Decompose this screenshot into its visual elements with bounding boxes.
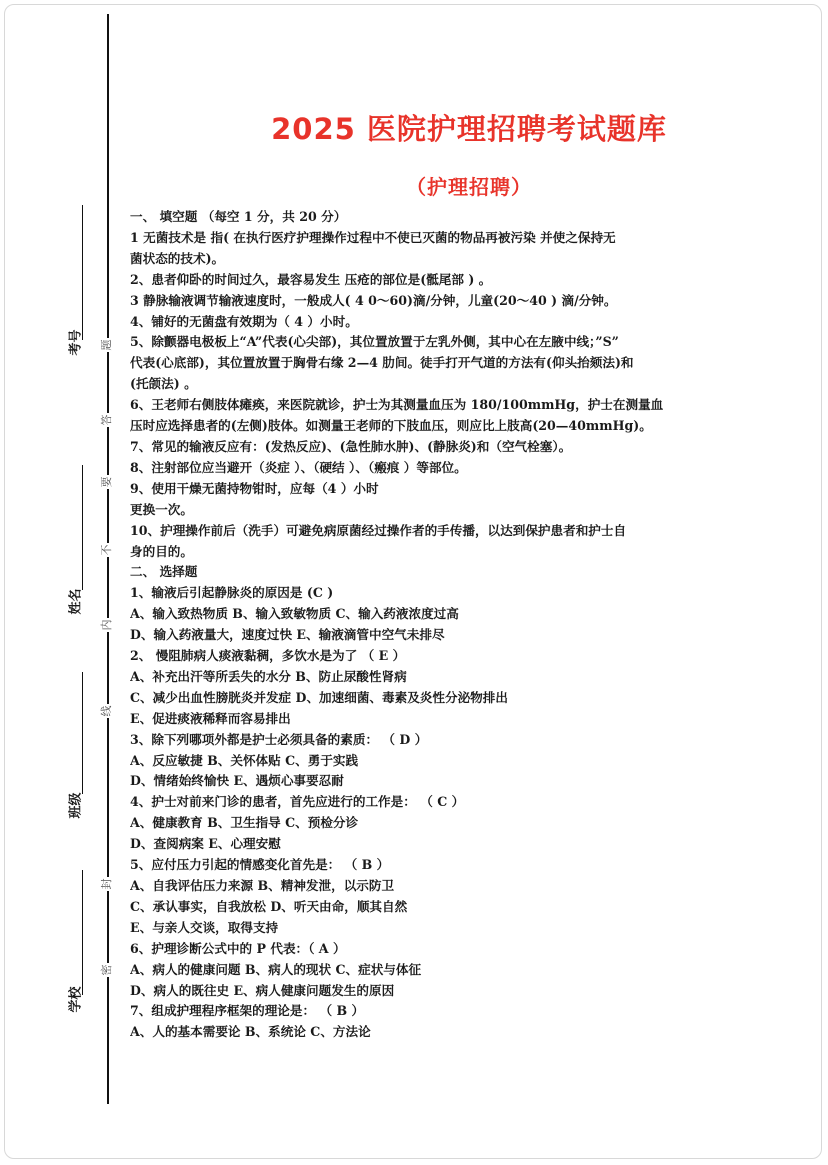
text-line: 7、常见的输液反应有：(发热反应)、(急性肺水肿)、(静脉炎)和（空气栓塞）。: [130, 438, 572, 454]
seal-char: 题: [100, 339, 113, 351]
binding-label-class: 班级: [68, 792, 84, 819]
text-line: 5、应付压力引起的情感变化首先是： （ B ）: [130, 857, 390, 873]
text-line: D、输入药液量大，速度过快 E、输液滴管中空气未排尽: [130, 627, 445, 643]
seal-char: 内: [100, 619, 113, 631]
seal-char: 答: [100, 414, 113, 426]
binding-rule-school: [82, 870, 83, 995]
text-line: 身的目的。: [130, 543, 193, 559]
text-line: 4、铺好的无菌盘有效期为（ 4 ）小时。: [130, 313, 358, 329]
text-line: 菌状态的技术)。: [130, 250, 225, 266]
seal-char: 不: [100, 544, 113, 556]
text-line: A、病人的健康问题 B、病人的现状 C、症状与体征: [130, 961, 422, 977]
seal-char: 要: [100, 476, 113, 488]
text-line: D、情绪始终愉快 E、遇烦心事要忍耐: [130, 773, 344, 789]
text-line: 6、护理诊断公式中的 P 代表：（ A ）: [130, 940, 346, 956]
text-line: 7、组成护理程序框架的理论是： （ B ）: [130, 1003, 365, 1019]
text-line: 9、使用干燥无菌持物钳时，应每（4 ）小时: [130, 480, 379, 496]
seal-char: 封: [100, 878, 113, 890]
text-line: E、与亲人交谈，取得支持: [130, 919, 279, 935]
question-content: [130, 207, 708, 1043]
text-line: 一、 填空题 （每空 1 分，共 20 分）: [130, 209, 347, 224]
text-line: 6、王老师右侧肢体瘫痪，来医院就诊，护士为其测量血压为 180/100mmHg，护士在测量血: [130, 397, 664, 413]
text-line: 5、除颤器电极板上“A”代表(心尖部)，其位置放置于左乳外侧，其中心在左腋中线；”S”: [130, 334, 619, 350]
text-line: 4、护士对前来门诊的患者，首先应进行的工作是： （ C ）: [130, 794, 465, 810]
binding-label-name: 姓名: [68, 588, 84, 615]
binding-line: [107, 14, 109, 1104]
binding-label-exam-no: 考号: [68, 329, 84, 356]
document-title: 2025 医院护理招聘考试题库: [271, 112, 667, 146]
text-line: (托颌法) 。: [130, 376, 197, 392]
text-line: A、补充出汗等所丢失的水分 B、防止尿酸性肾病: [130, 668, 407, 684]
binding-label-school: 学校: [68, 986, 84, 1013]
binding-rule-name: [82, 465, 83, 590]
text-line: A、健康教育 B、卫生指导 C、预检分诊: [130, 815, 359, 831]
text-line: A、自我评估压力来源 B、精神发泄，以示防卫: [130, 878, 395, 893]
text-line: D、病人的既往史 E、病人健康问题发生的原因: [130, 982, 395, 998]
text-line: 3 静脉输液调节输液速度时，一般成人( 4 0～60)滴/分钟，儿童(20～40 ) 滴/分钟。: [130, 292, 617, 308]
text-line: C、减少出血性膀胱炎并发症 D、加速细菌、毒素及炎性分泌物排出: [130, 689, 508, 705]
text-line: D、查阅病案 E、心理安慰: [130, 836, 281, 852]
text-line: 1 无菌技术是 指( 在执行医疗护理操作过程中不使已灭菌的物品再被污染 并使之保持无: [130, 229, 616, 245]
binding-rule-class: [82, 672, 83, 794]
text-line: E、促进痰液稀释而容易排出: [130, 710, 291, 726]
binding-rule-exam-no: [82, 205, 83, 340]
text-line: 2、 慢阻肺病人痰液黏稠，多饮水是为了 （ E ）: [130, 648, 406, 664]
text-line: 8、注射部位应当避开（炎症 ）、（硬结 ）、（瘢痕 ）等部位。: [130, 459, 467, 475]
seal-char: 密: [100, 964, 113, 976]
text-line: 1、输液后引起静脉炎的原因是 (C ): [130, 585, 334, 601]
text-line: 10、护理操作前后（洗手）可避免病原菌经过操作者的手传播，以达到保护患者和护士自: [130, 522, 627, 538]
text-line: 压时应选择患者的(左侧)肢体。如测量王老师的下肢血压，则应比上肢高(20—40mmHg)。: [130, 418, 652, 434]
text-line: 更换一次。: [130, 501, 193, 517]
text-line: 二、 选择题: [130, 564, 198, 580]
text-line: 代表(心底部)，其位置放置于胸骨右缘 2—4 肋间。徒手打开气道的方法有(仰头抬颏法)和: [130, 355, 634, 371]
seal-char: 线: [100, 705, 113, 717]
text-line: C、承认事实，自我放松 D、听天由命，顺其自然: [130, 898, 408, 914]
document-subtitle: （护理招聘）: [406, 175, 532, 199]
text-line: A、输入致热物质 B、输入致敏物质 C、输入药液浓度过高: [130, 606, 459, 622]
text-line: 3、除下列哪项外都是护士必须具备的素质： （ D ）: [130, 731, 428, 747]
text-line: A、人的基本需要论 B、系统论 C、方法论: [130, 1024, 371, 1040]
text-line: 2、患者仰卧的时间过久，最容易发生 压疮的部位是(骶尾部 ) 。: [130, 271, 492, 287]
text-line: A、反应敏捷 B、关怀体贴 C、勇于实践: [130, 752, 359, 768]
